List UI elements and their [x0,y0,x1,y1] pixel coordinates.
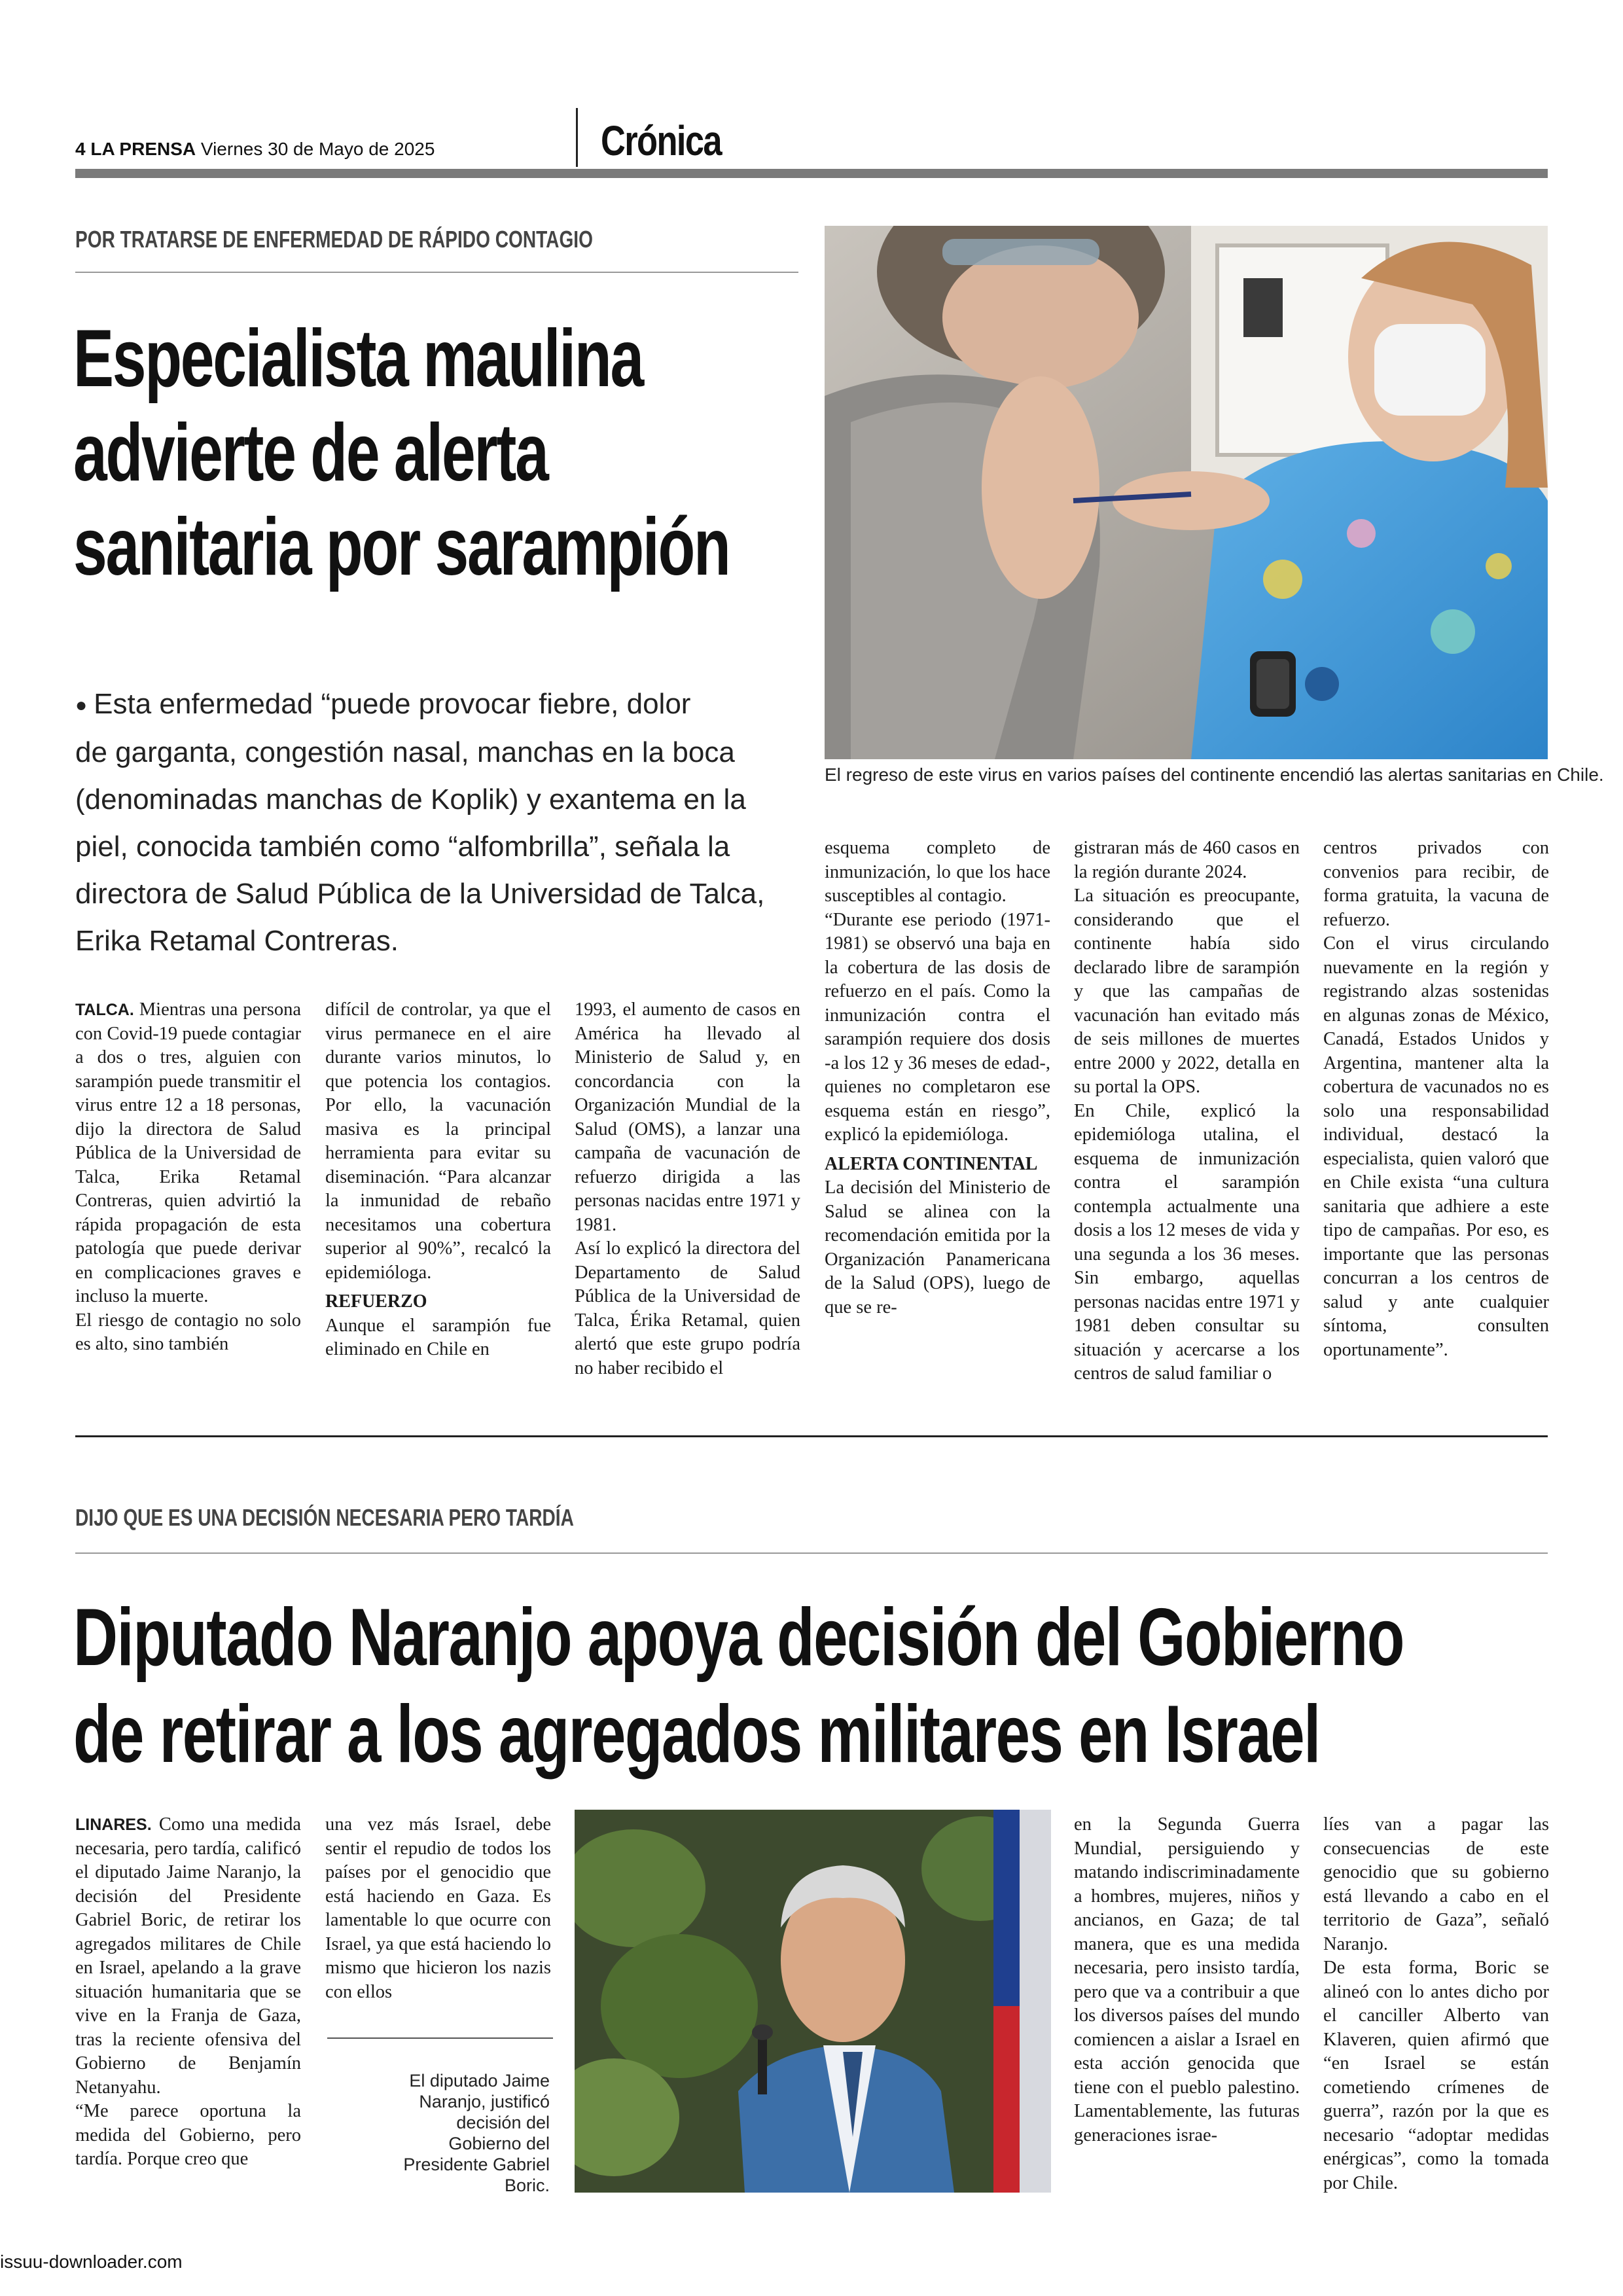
article1-column-2 [325,998,551,1362]
politician-photo [575,1810,1051,2193]
article1-column-6 [1323,836,1549,1362]
article1-kicker: POR TRATARSE DE ENFERMEDAD DE RÁPIDO CONTAGIO [75,226,593,253]
page-number: 4 [75,139,86,159]
article2-column-3 [1074,1813,1300,2147]
body-text: Así lo explicó la directora del Departamento de Salud Pública de la Universidad de Talca, Érika Retamal, quien alertó que este grupo podría no haber recibido el [575,1238,800,1378]
dateline: TALCA. [75,1001,134,1019]
article1-column-3 [575,998,800,1380]
article1-headline-line: advierte de alerta [73,408,548,498]
header-divider [576,108,578,167]
summary-line: piel, conocida también como “alfombrilla”, señala la [75,831,730,863]
summary-line: Erika Retamal Contreras. [75,925,399,958]
summary-line: Esta enfermedad “puede provocar fiebre, dolor [94,688,691,720]
body-text: 1993, el aumento de casos en América ha llevado al Ministerio de Salud y, en concordancia con la Organización Mundial de la Salud (OMS), a lanzar una campaña de vacunación de refuerzo dirigida a las personas nacidas entre 1971 y 1981. [575,999,800,1235]
section-title: Crónica [601,117,721,164]
article1-column-4 [825,836,1050,1319]
body-text: esquema completo de inmunización, lo que los hace susceptibles al contagio. [825,838,1050,906]
watermark-footer: issuu-downloader.com [0,2251,183,2272]
body-text: gistraran más de 460 casos en la región durante 2024. [1074,838,1300,882]
article2-column-2 [325,1813,551,2004]
article2-kicker: DIJO QUE ES UNA DECISIÓN NECESARIA PERO TARDÍA [75,1504,574,1531]
dateline: LINARES. [75,1816,152,1834]
body-text: líes van a pagar las consecuencias de este genocidio que su gobierno está llevando a cabo en el territorio de Gaza”, señaló Naranjo. [1323,1814,1549,1954]
newspaper-name: LA PRENSA [90,139,196,159]
subheading: REFUERZO [325,1291,427,1312]
body-text: Como una medida necesaria, pero tardía, calificó el diputado Jaime Naranjo, la decisión del Presidente Gabriel Boric, de retirar los agregados militares de Chile en Israel, apelando a la grave situación humanitaria que se vive en la Franja de Gaza, tras la reciente ofensiva del Gobierno de Benjamín Netanyahu. [75,1814,301,2098]
issue-date: Viernes 30 de Mayo de 2025 [200,139,435,159]
body-text: De esta forma, Boric se alineó con lo antes dicho por el canciller Alberto van Klaveren, quien afirmó que “en Israel se están cometiendo crímenes de guerra”, razón por la que es necesario “adoptar medidas enérgicas”, como la tomada por Chile. [1323,1958,1549,2193]
article2-column-4 [1323,1813,1549,2195]
body-text: En Chile, explicó la epidemióloga utalina, el esquema de inmunización contra el sarampión contempla actualmente una dosis a los 12 meses de vida y una segunda a los 36 meses. Sin embargo, aquellas personas nacidas entre 1971 y 1981 deben consultar su situación y acercarse a los centros de salud familiar o [1074,1100,1300,1384]
kicker-rule [75,272,798,273]
body-text: en la Segunda Guerra Mundial, persiguiendo y matando indiscriminadamente a hombres, mujeres, niños y ancianos, en Gaza; de tal manera, que es una medida necesaria, pero insisto tardía, pero que va a contribuir a que los diversos países del mundo comiencen a aislar a Israel en esta acción genocida que tiene con el pueblo palestino. Lamentablemente, las futuras generaciones israe- [1074,1814,1300,2145]
vaccination-photo [825,226,1548,759]
article1-headline-line: Especialista maulina [73,314,643,404]
summary-line: directora de Salud Pública de la Universidad de Talca, [75,878,765,910]
article2-headline-line: Diputado Naranjo apoya decisión del Gobierno [73,1592,1404,1683]
summary-line: (denominadas manchas de Koplik) y exantema en la [75,783,746,816]
article1-summary [75,681,802,965]
kicker-rule [75,1552,1548,1554]
article2-headline-line: de retirar a los agregados militares en Israel [73,1689,1320,1780]
body-text: El riesgo de contagio no solo es alto, sino también [75,1310,301,1354]
body-text: difícil de controlar, ya que el virus permanece en el aire durante varios minutos, lo que potencia los contagios. Por ello, la vacunación masiva es la principal herramienta para evitar su diseminación. “Para alcanzar la inmunidad de rebaño necesitamos una cobertura superior al 90%”, recalcó la epidemióloga. [325,999,551,1283]
body-text: Mientras una persona con Covid-19 puede contagiar a dos o tres, alguien con sarampión puede transmitir el virus entre 12 a 18 personas, dijo la directora de Salud Pública de la Universidad de Talca, Erika Retamal Contreras, quien advirtió la rápida propagación de esta patología que puede derivar en complicaciones graves e incluso la muerte. [75,999,302,1306]
body-text: La decisión del Ministerio de Salud se alinea con la recomendación emitida por la Organización Panamericana de la Salud (OPS), luego de que se re- [825,1177,1050,1318]
body-text: Con el virus circulando nuevamente en la región y registrando alzas sostenidas en algunas zonas de México, Canadá, Estados Unidos y Argentina, mantener alta la cobertura de vacunados no es solo una responsabilidad individual, destacó la especialista, quien valoró que en Chile exista “una cultura sanitaria que adhiere a este tipo de campañas. Por eso, es importante que las personas concurran a los centros de salud y ante cualquier síntoma, consulten oportunamente”. [1323,933,1549,1360]
section-divider [75,1435,1548,1437]
body-text: una vez más Israel, debe sentir el repudio de todos los países por el genocidio que está haciendo en Gaza. Es lamentable lo que ocurre con Israel, ya que está haciendo lo mismo que hicieron los nazis con ellos [325,1814,551,2002]
article2-column-1 [75,1813,301,2172]
subheading: ALERTA CONTINENTAL [825,1153,1038,1174]
body-text: La situación es preocupante, considerando que el continente había sido declarado libre de sarampión y que las campañas de vacunación han evitado más de seis millones de muertes entre 2000 y 2022, detalla en su portal la OPS. [1074,886,1300,1097]
bullet-icon: ● [75,694,88,717]
body-text: “Durante ese periodo (1971-1981) se observó una baja en la cobertura de las dosis de refuerzo en el país. Como la inmunización contra el sarampión requiere dos dosis -a los 12 y 36 meses de edad-, quienes no completaron ese esquema están en riesgo”, explicó la epidemióloga. [825,909,1050,1145]
photo-caption: El diputado Jaime Naranjo, justificó decisión del Gobierno del Presidente Gabriel Boric. [403,2071,550,2195]
page-header [75,139,435,160]
article1-headline-line: sanitaria por sarampión [73,502,730,592]
header-bar [75,169,1548,178]
article1-column-1 [75,998,301,1357]
summary-line: de garganta, congestión nasal, manchas en la boca [75,736,735,769]
photo-caption: El regreso de este virus en varios países del continente encendió las alertas sanitarias en Chile. [825,764,1604,785]
caption-rule [327,2037,553,2039]
body-text: centros privados con convenios para recibir, de forma gratuita, la vacuna de refuerzo. [1323,838,1549,930]
body-text: Aunque el sarampión fue eliminado en Chile en [325,1315,551,1359]
article1-column-5 [1074,836,1300,1386]
body-text: “Me parece oportuna la medida del Gobierno, pero tardía. Porque creo que [75,2101,301,2169]
